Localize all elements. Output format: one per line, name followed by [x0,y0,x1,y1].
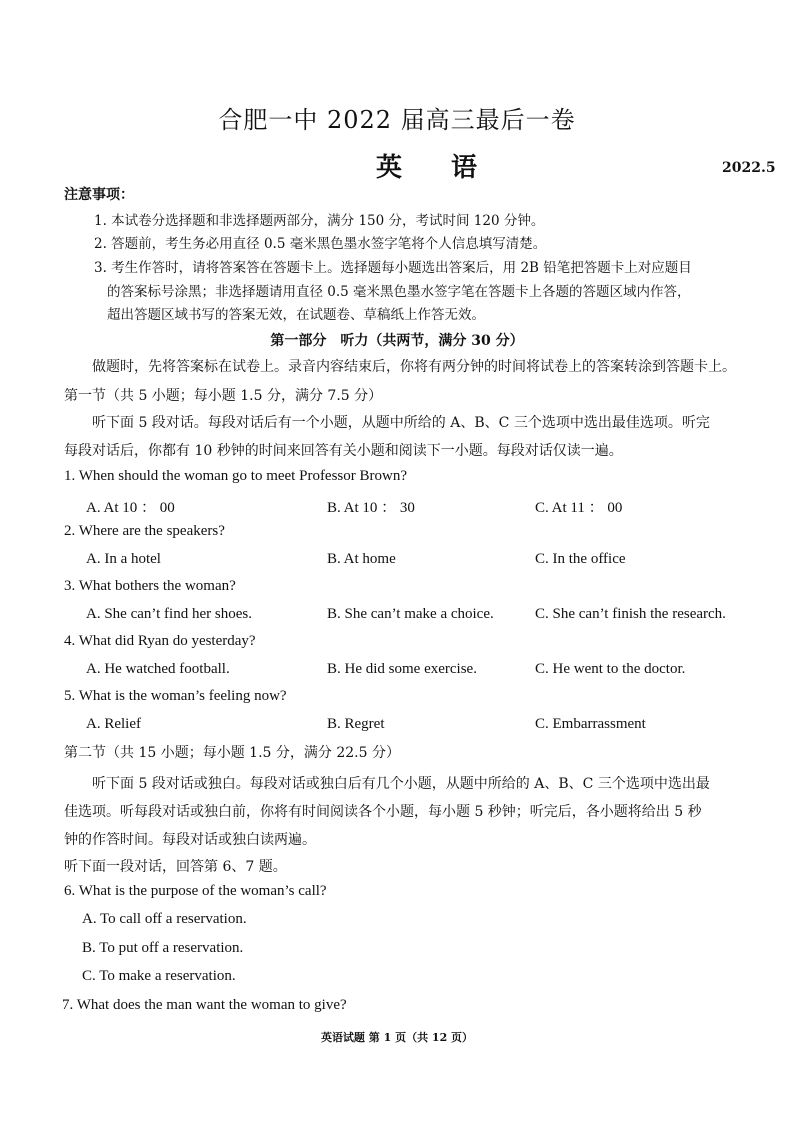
subject-title: 英 语 [376,153,498,183]
q2-option-c: C. In the office [535,551,626,567]
section1-title: 第一节（共 5 小题；每小题 1.5 分，满分 7.5 分） [64,388,383,404]
exam-title: 合肥一中 2022 届高三最后一卷 [218,106,576,134]
notice-heading: 注意事项： [64,187,134,203]
q4-option-a: A. He watched football. [86,661,230,677]
question-5: 5. What is the woman’s feeling now? [64,688,287,704]
section1-instructions-line1: 听下面 5 段对话。每段对话后有一个小题，从题中所给的 A、B、C 三个选项中选出最佳选项。听完 [92,415,710,431]
part1-title: 第一部分 听力（共两节，满分 30 分） [270,333,524,349]
q2-option-a: A. In a hotel [86,551,161,567]
section1-instructions-line2: 每段对话后，你都有 10 秒钟的时间来回答有关小题和阅读下一小题。每段对话仅读一遍。 [64,443,623,459]
notice-item-2: 2. 答题前，考生务必用直径 0.5 毫米黑色墨水签字笔将个人信息填写清楚。 [94,236,547,252]
section2-instructions-line3: 钟的作答时间。每段对话或独白读两遍。 [64,832,316,848]
section2-title: 第二节（共 15 小题；每小题 1.5 分，满分 22.5 分） [64,745,400,761]
q1-option-a: A. At 10 ： 00 [86,500,175,516]
notice-item-3-cont-2: 超出答题区域书写的答案无效，在试题卷、草稿纸上作答无效。 [107,307,485,323]
q6-option-b: B. To put off a reservation. [82,940,244,956]
q4-option-b: B. He did some exercise. [327,661,477,677]
q6-option-a: A. To call off a reservation. [82,911,247,927]
section2-instructions-line1: 听下面 5 段对话或独白。每段对话或独白后有几个小题，从题中所给的 A、B、C 三个选项中选出最 [92,776,710,792]
q3-option-c: C. She can’t finish the research. [535,606,726,622]
q5-option-c: C. Embarrassment [535,716,646,732]
question-6: 6. What is the purpose of the woman’s call? [64,883,327,899]
page-footer: 英语试题 第 1 页（共 12 页） [320,1031,474,1044]
part1-intro: 做题时，先将答案标在试卷上。录音内容结束后，你将有两分钟的时间将试卷上的答案转涂到答题卡上。 [92,359,736,375]
question-3: 3. What bothers the woman? [64,578,236,594]
q2-option-b: B. At home [327,551,396,567]
section2-instructions-line2: 佳选项。听每段对话或独白前，你将有时间阅读各个小题，每小题 5 秒钟；听完后，各小题将给出 5 秒 [64,804,702,820]
question-4: 4. What did Ryan do yesterday? [64,633,256,649]
question-1: 1. When should the woman go to meet Professor Brown? [64,468,408,484]
notice-item-3: 3. 考生作答时，请将答案答在答题卡上。选择题每小题选出答案后，用 2B 铅笔把答题卡上对应题目 [94,260,692,276]
exam-date: 2022.5 [722,160,776,176]
notice-item-3-cont-1: 的答案标号涂黑；非选择题请用直径 0.5 毫米黑色墨水签字笔在答题卡上各题的答题区域内作答， [107,284,691,300]
notice-item-1: 1. 本试卷分选择题和非选择题两部分，满分 150 分，考试时间 120 分钟。 [94,213,545,229]
question-7: 7. What does the man want the woman to give? [62,997,347,1013]
q5-option-b: B. Regret [327,716,385,732]
q3-option-b: B. She can’t make a choice. [327,606,494,622]
q3-option-a: A. She can’t find her shoes. [86,606,252,622]
section2-lead: 听下面一段对话，回答第 6、7 题。 [64,859,287,875]
q1-option-b: B. At 10 ： 30 [327,500,415,516]
q4-option-c: C. He went to the doctor. [535,661,686,677]
question-2: 2. Where are the speakers? [64,523,225,539]
q5-option-a: A. Relief [86,716,141,732]
q1-option-c: C. At 11 ： 00 [535,500,623,516]
q6-option-c: C. To make a reservation. [82,968,236,984]
